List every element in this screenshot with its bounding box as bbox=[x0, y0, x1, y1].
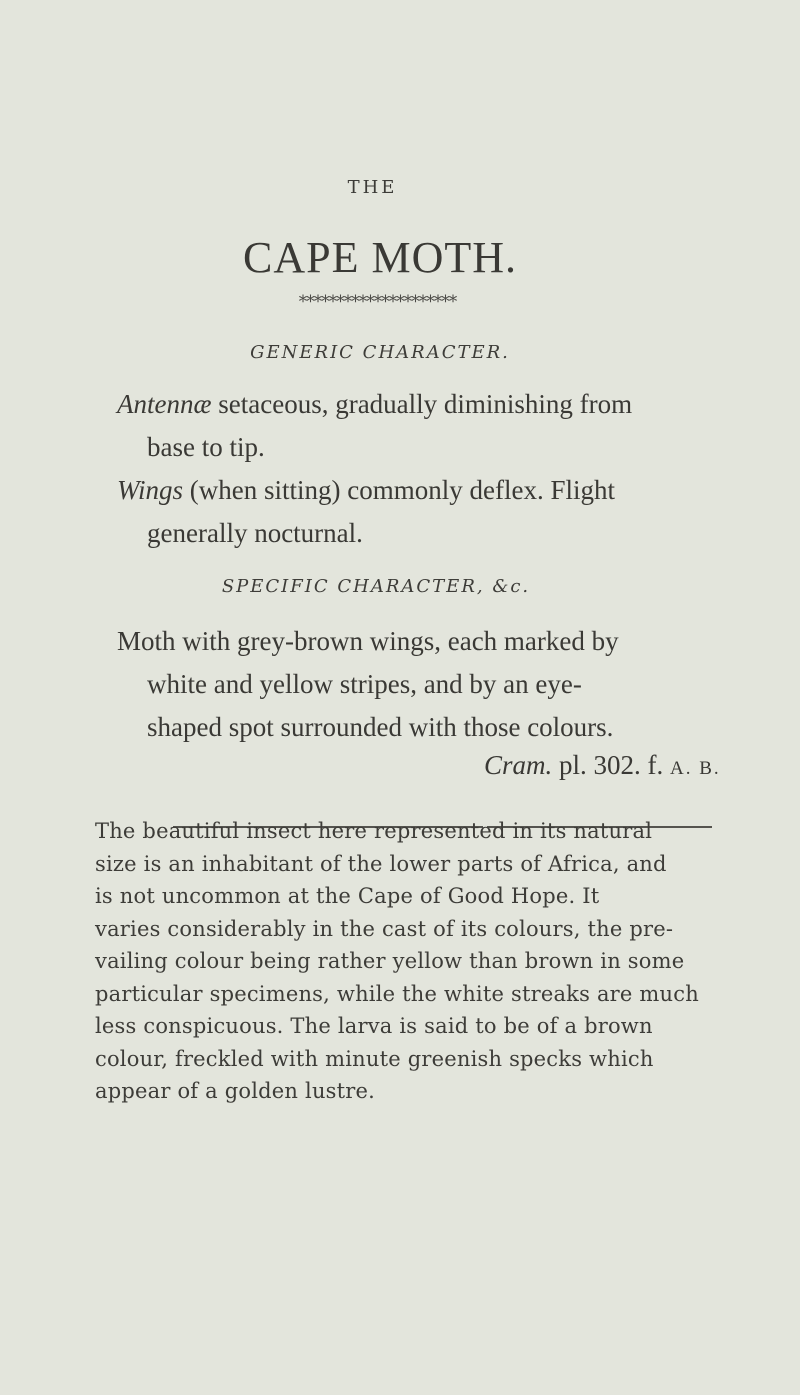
body-line: vailing colour being rather yellow than brown in some bbox=[95, 949, 685, 973]
wings-entry bbox=[117, 469, 717, 555]
body-line: appear of a golden lustre. bbox=[95, 1079, 376, 1103]
wings-lead: Wings bbox=[117, 475, 184, 505]
specific-line-3: shaped spot surrounded with those colours. bbox=[147, 712, 614, 742]
wings-line-1 bbox=[117, 469, 717, 512]
body-line: less conspicuous. The larva is said to be of a brown bbox=[95, 1014, 653, 1038]
antennae-text-1: setaceous, gradually diminishing from bbox=[211, 389, 633, 419]
body-line: is not uncommon at the Cape of Good Hope. It bbox=[95, 884, 600, 908]
specific-line-2: white and yellow stripes, and by an eye- bbox=[147, 669, 582, 699]
pretitle: THE bbox=[347, 177, 398, 198]
body-line: varies considerably in the cast of its colours, the pre- bbox=[95, 916, 674, 941]
body-line: colour, freckled with minute greenish specks which bbox=[95, 1046, 654, 1071]
antennae-line-2: base to tip. bbox=[147, 432, 265, 462]
citation bbox=[484, 750, 721, 781]
citation-author: Cram. bbox=[484, 750, 553, 780]
page-title: CAPE MOTH. bbox=[242, 233, 518, 282]
body-line: size is an inhabitant of the lower parts of Africa, and bbox=[95, 851, 667, 876]
citation-figures: A. B. bbox=[670, 758, 721, 779]
citation-ref: pl. 302. f. bbox=[552, 750, 671, 780]
body-line: particular specimens, while the white streaks are much bbox=[95, 981, 699, 1006]
body-paragraph bbox=[95, 815, 715, 1108]
antennae-entry bbox=[117, 383, 717, 469]
generic-character-heading: GENERIC CHARACTER. bbox=[250, 342, 510, 363]
specific-line-1: Moth with grey-brown wings, each marked by bbox=[117, 626, 619, 656]
specific-character-heading: SPECIFIC CHARACTER, &c. bbox=[221, 576, 531, 597]
wings-line-2: generally nocturnal. bbox=[147, 518, 363, 548]
antennae-line-1 bbox=[117, 383, 717, 426]
antennae-lead: Antennæ bbox=[117, 389, 212, 419]
specific-description bbox=[117, 620, 737, 749]
body-line: The beautiful insect here represented in its natural bbox=[95, 819, 653, 843]
wings-text-1: (when sitting) commonly deflex. Flight bbox=[183, 475, 615, 505]
asterisk-ornament: ********************* bbox=[298, 292, 457, 312]
